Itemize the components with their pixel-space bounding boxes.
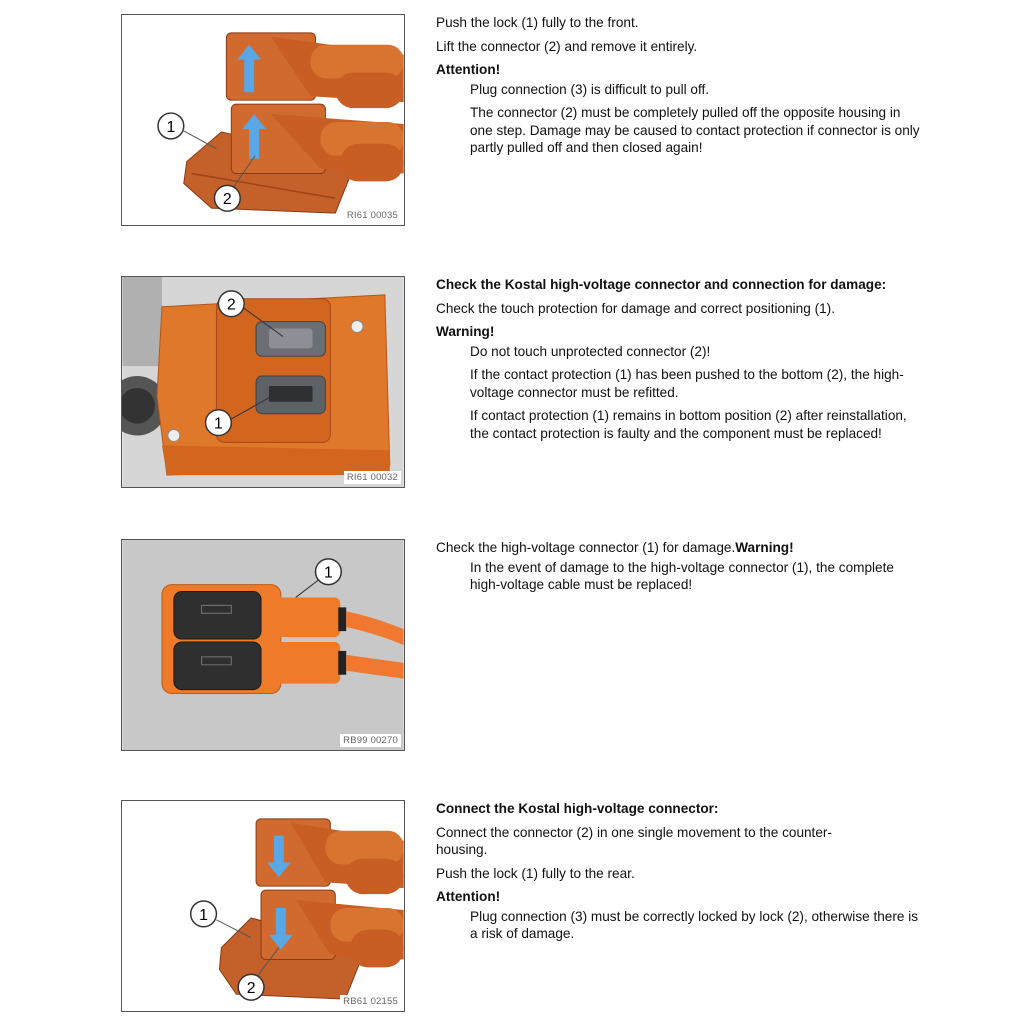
figure-code: RB61 02155 [340,995,401,1008]
svg-text:1: 1 [214,415,223,433]
warning-item: If contact protection (1) remains in bottom position (2) after reinstallation, the contact protection is faulty and the component must be replaced! [470,408,907,441]
section-check-hv-connector [436,539,926,600]
warning-label: Warning! [735,540,794,555]
section-check-connector [436,276,926,448]
figure-remove-connector [121,14,405,226]
section-remove-connector [436,14,926,163]
warning-label: Warning! [436,324,495,339]
warning-item: In the event of damage to the high-voltage connector (1), the complete high-voltage cable must be replaced! [470,559,894,592]
figure-connect-connector [121,800,405,1012]
attention-label: Attention! [436,62,501,77]
section-heading: Connect the Kostal high-voltage connector: [436,801,719,816]
instruction-line: Connect the connector (2) in one single movement to the counter-housing. [436,824,832,857]
warning-item: Do not touch unprotected connector (2)! [470,343,711,359]
hv-connector-illustration [122,540,404,750]
attention-item: The connector (2) must be completely pulled off the opposite housing in one step. Damage may be caused to contact protection if connector is only partly pulled off and then closed again! [470,105,920,155]
figure-check-connector [121,276,405,488]
svg-text:2: 2 [246,980,256,998]
svg-text:2: 2 [222,191,232,209]
figure-code: RI61 00035 [344,209,401,222]
instruction-line: Check the high-voltage connector (1) for damage. [436,540,736,555]
svg-text:2: 2 [226,296,236,314]
connector-removal-illustration [122,15,404,225]
section-connect-connector [436,800,926,949]
instruction-line: Check the touch protection for damage and correct positioning (1). [436,300,835,316]
figure-code: RI61 00032 [344,471,401,484]
warning-item: If the contact protection (1) has been pushed to the bottom (2), the high-voltage connector must be refitted. [470,367,904,400]
attention-label: Attention! [436,889,501,904]
svg-text:1: 1 [166,118,176,136]
figure-code: RB99 00270 [340,734,401,747]
connector-housing-illustration [122,277,404,487]
figure-hv-connector [121,539,405,751]
instruction-line: Lift the connector (2) and remove it entirely. [436,38,698,54]
svg-text:1: 1 [199,906,208,924]
svg-text:1: 1 [323,564,333,582]
section-heading: Check the Kostal high-voltage connector and connection for damage: [436,277,887,292]
instruction-line: Push the lock (1) fully to the front. [436,15,639,30]
attention-item: Plug connection (3) is difficult to pull off. [470,81,710,97]
connector-install-illustration [122,801,404,1011]
attention-item: Plug connection (3) must be correctly locked by lock (2), otherwise there is a risk of damage. [470,908,919,941]
instruction-line: Push the lock (1) fully to the rear. [436,865,635,881]
